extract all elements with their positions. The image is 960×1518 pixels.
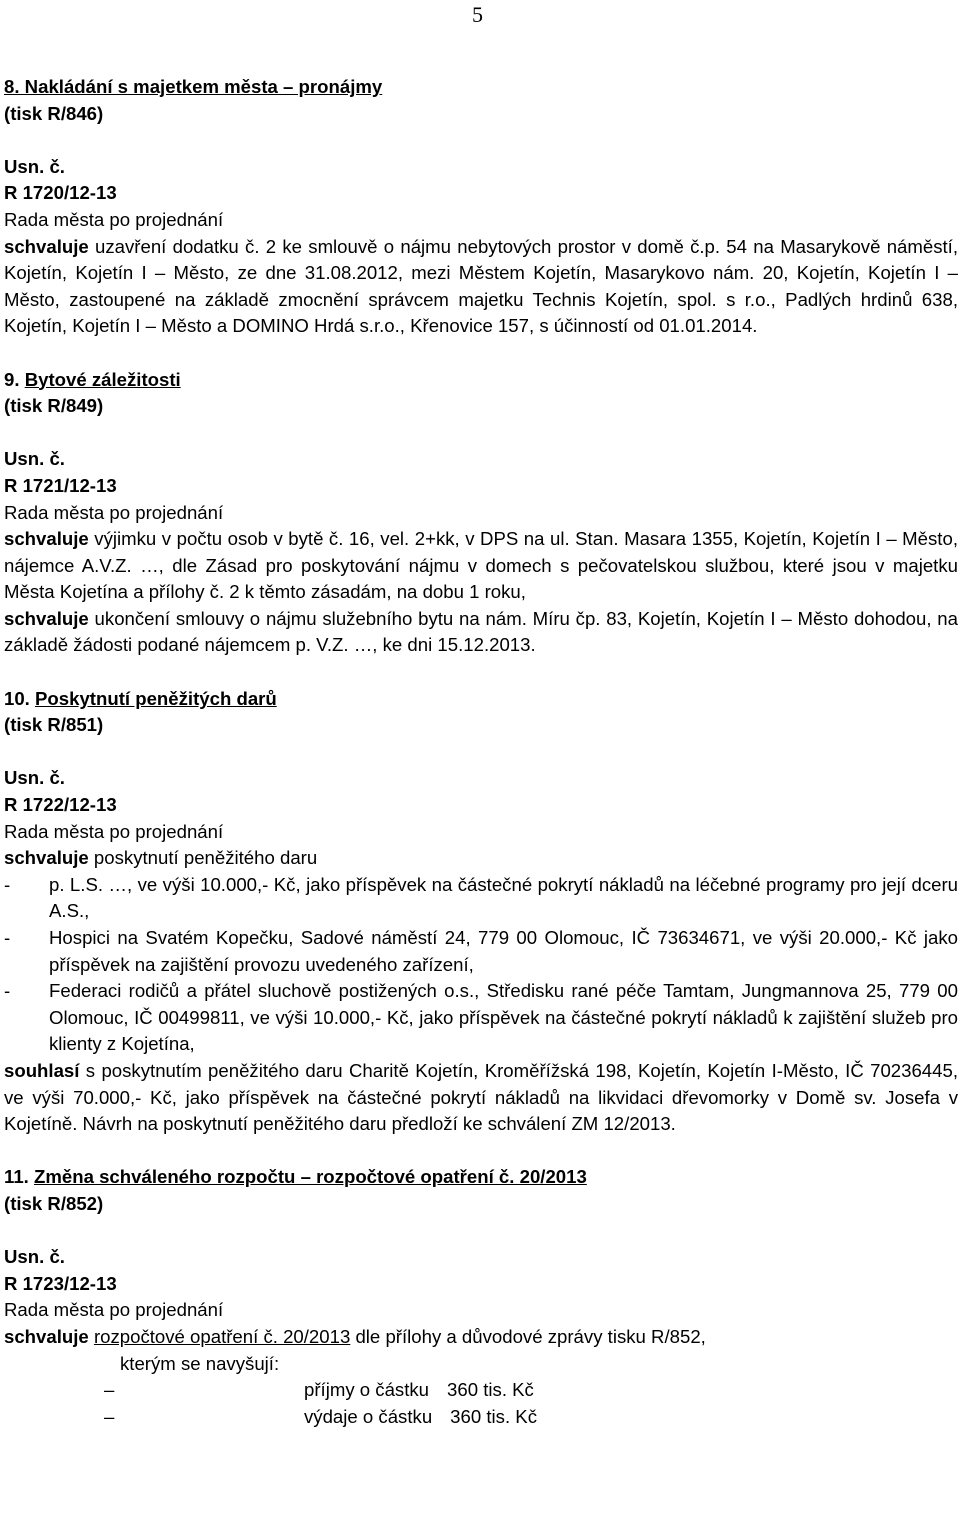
budget-row-amount: 360 tis. Kč [447, 1379, 534, 1401]
list-item [4, 925, 958, 978]
resolution-number: R 1723/12-13 [4, 1272, 117, 1294]
decision-verb: schvaluje [4, 847, 89, 869]
list-dash: – [104, 1405, 115, 1427]
list-dash: - [4, 873, 11, 895]
list-item-text: Federaci rodičů a přátel sluchově postižených o.s., Středisku rané péče Tamtam, Jungmannova 25, 779 00 Olomouc, IČ 00499811, ve výši 10.000,- Kč, jako příspěvek na částečné pokrytí nákladů k zajištění služeb pro klienty z Kojetína, [49, 980, 958, 1055]
decision-verb: schvaluje [4, 528, 89, 550]
budget-row-label: výdaje o částku [304, 1405, 433, 1427]
section-11-heading: 11. Změna schváleného rozpočtu – rozpočtové opatření č. 20/2013 [4, 1166, 587, 1188]
list-item [4, 872, 958, 925]
section-9-decision-1 [4, 526, 958, 606]
list-item [4, 978, 958, 1058]
list-dash: - [4, 980, 11, 1002]
decision-text: ukončení smlouvy o nájmu služebního bytu na nám. Míru čp. 83, Kojetín, Kojetín I – Město dohodou, na základě žádosti podané nájemcem p. V.Z. …, ke dni 15.12.2013. [4, 607, 958, 656]
resolution-label: Usn. č. [4, 155, 65, 177]
section-10-heading: 10. Poskytnutí peněžitých darů [4, 687, 277, 709]
budget-row-income [4, 1377, 958, 1404]
section-8-decision [4, 234, 958, 340]
section-9-tisk: (tisk R/849) [4, 395, 104, 417]
list-item-text: p. L.S. …, ve výši 10.000,- Kč, jako příspěvek na částečné pokrytí nákladů na léčebné programy pro její dceru A.S., [49, 873, 958, 922]
list-dash: - [4, 927, 11, 948]
resolution-label: Usn. č. [4, 448, 65, 470]
decision-text: poskytnutí peněžitého daru [88, 847, 318, 869]
council-line: Rada města po projednání [4, 501, 224, 523]
budget-measure-reference: rozpočtové opatření č. 20/2013 [93, 1325, 351, 1347]
decision-text: dle přílohy a důvodové zprávy tisku R/852, [350, 1325, 706, 1347]
decision-text: výjimku v počtu osob v bytě č. 16, vel. 2+kk, v DPS na ul. Stan. Masara 1355, Kojetín, Kojetín I – Město, nájemce A.V.Z. …, dle Zásad pro poskytování nájmu v domech s pečovatelskou službou, které jsou v majetku Města Kojetína a přílohy č. 2 k těmto zásadám, na dobu 1 roku, [4, 528, 958, 603]
council-line: Rada města po projednání [4, 208, 224, 230]
section-10-decision [4, 845, 958, 872]
decision-text: s poskytnutím peněžitého daru Charitě Kojetín, Kroměřížská 198, Kojetín, Kojetín I-Město, IČ 70236445, ve výši 70.000,- Kč, jako příspěvek na částečné pokrytí nákladů na likvidaci dřevomorky v Domě sv. Josefa v Kojetíně. Návrh na poskytnutí peněžitého daru předloží ke schválení ZM 12/2013. [4, 1059, 958, 1135]
page-number: 5 [472, 2, 483, 27]
resolution-number: R 1720/12-13 [4, 182, 117, 204]
section-8-tisk: (tisk R/846) [4, 102, 104, 124]
resolution-label: Usn. č. [4, 767, 65, 789]
section-10-consent [4, 1058, 958, 1138]
budget-row-expense [4, 1404, 958, 1431]
decision-verb: souhlasí [4, 1059, 80, 1081]
list-item-text: Hospici na Svatém Kopečku, Sadové náměstí 24, 779 00 Olomouc, IČ 73634671, ve výši 20.000,- Kč jako příspěvek na zajištění provozu uvedeného zařízení, [49, 927, 958, 975]
resolution-number: R 1722/12-13 [4, 794, 117, 816]
budget-row-label: příjmy o částku [304, 1379, 430, 1401]
document-body [4, 74, 958, 1430]
council-line: Rada města po projednání [4, 1299, 224, 1321]
section-9-decision-2 [4, 606, 958, 659]
resolution-number: R 1721/12-13 [4, 474, 117, 496]
section-8-heading: 8. Nakládání s majetkem města – pronájmy [4, 76, 383, 97]
section-11-decision [4, 1324, 958, 1351]
resolution-label: Usn. č. [4, 1246, 65, 1268]
council-line: Rada města po projednání [4, 820, 224, 842]
decision-text: uzavření dodatku č. 2 ke smlouvě o nájmu nebytových prostor v domě č.p. 54 na Masarykově náměstí, Kojetín, Kojetín I – Město, ze dne 31.08.2012, mezi Městem Kojetín, Masarykovo nám. 20, Kojetín, Kojetín I – Město, zastoupené na základě zmocnění správcem majetku Technis Kojetín, spol. s r.o., Padlých hrdinů 638, Kojetín, Kojetín I – Město a DOMINO Hrdá s.r.o., Křenovice 157, s účinností od 01.01.2014. [4, 235, 958, 337]
list-dash: – [104, 1379, 115, 1401]
section-11-tisk: (tisk R/852) [4, 1192, 104, 1214]
decision-verb: schvaluje [4, 1325, 89, 1347]
decision-verb: schvaluje [4, 235, 89, 257]
section-11-decision-cont: kterým se navyšují: [120, 1352, 280, 1374]
budget-row-amount: 360 tis. Kč [450, 1405, 537, 1427]
decision-verb: schvaluje [4, 607, 89, 629]
section-9-heading: 9. Bytové záležitosti [4, 368, 181, 390]
section-10-tisk: (tisk R/851) [4, 714, 104, 736]
